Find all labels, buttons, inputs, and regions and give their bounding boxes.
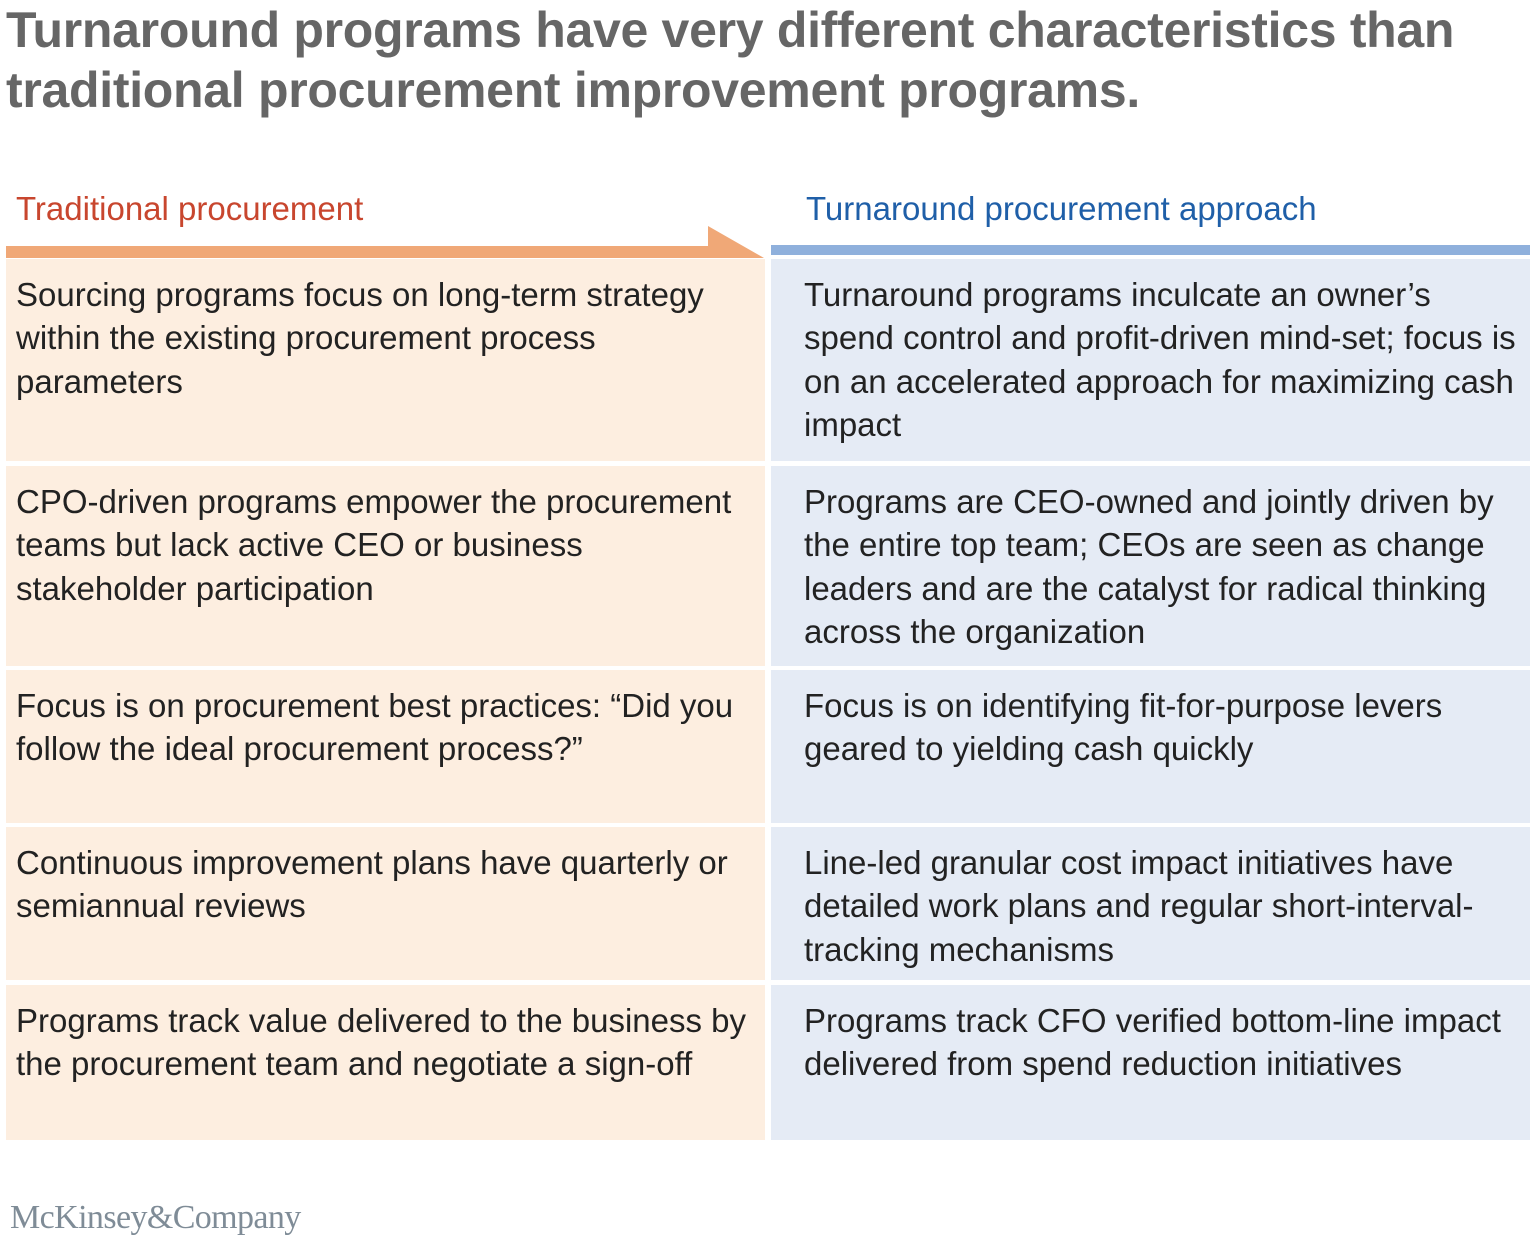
turnaround-cell-2: Programs are CEO-owned and jointly driven by the entire top team; CEOs are seen as change leaders and are the catalyst for radical thinking across the organization xyxy=(771,466,1530,666)
traditional-cell-1: Sourcing programs focus on long-term strategy within the existing procurement process parameters xyxy=(6,259,765,461)
turnaround-cell-3: Focus is on identifying fit-for-purpose levers geared to yielding cash quickly xyxy=(771,670,1530,823)
header-divider-bar xyxy=(771,245,1530,255)
arrow-right-icon xyxy=(6,226,766,258)
turnaround-cell-5: Programs track CFO verified bottom-line impact delivered from spend reduction initiatives xyxy=(771,985,1530,1140)
turnaround-cell-1: Turnaround programs inculcate an owner’s spend control and profit-driven mind-set; focus is on an accelerated approach for maximizing cash impact xyxy=(771,259,1530,461)
traditional-cell-4: Continuous improvement plans have quarterly or semiannual reviews xyxy=(6,827,765,980)
mckinsey-logo: McKinsey&Company xyxy=(10,1199,301,1236)
traditional-procurement-header: Traditional procurement xyxy=(16,190,364,227)
traditional-cell-5: Programs track value delivered to the business by the procurement team and negotiate a sign-off xyxy=(6,985,765,1140)
turnaround-cell-4: Line-led granular cost impact initiatives have detailed work plans and regular short-interval-tracking mechanisms xyxy=(771,827,1530,980)
traditional-cell-3: Focus is on procurement best practices: “Did you follow the ideal procurement process?” xyxy=(6,670,765,823)
traditional-cell-2: CPO-driven programs empower the procurement teams but lack active CEO or business stakeholder participation xyxy=(6,466,765,666)
page-title: Turnaround programs have very different characteristics than traditional procurement improvement programs. xyxy=(6,2,1455,118)
turnaround-procurement-header: Turnaround procurement approach xyxy=(806,190,1317,227)
